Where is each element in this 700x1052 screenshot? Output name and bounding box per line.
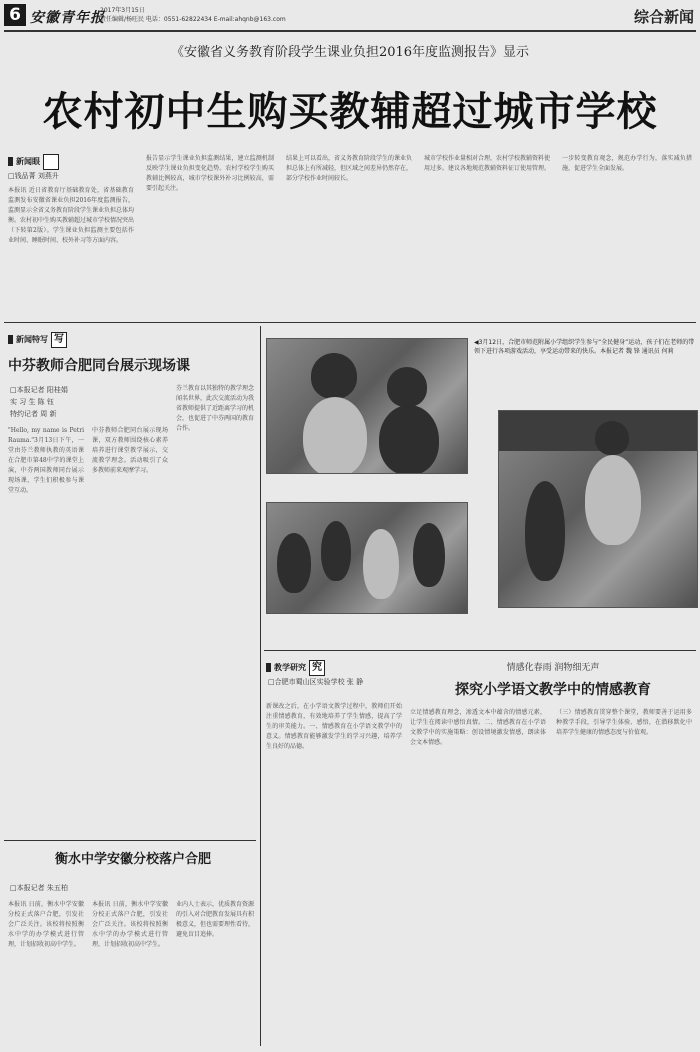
tag-label: 新闻眼: [16, 157, 40, 166]
photo-figure: [595, 421, 629, 455]
tag-box: 写: [51, 332, 67, 348]
lead-byline: □钱品菁 刘燕升: [8, 172, 59, 180]
story2-col-1: "Hello, my name is Petri Rauma."3月13日下午，一堂由芬兰教师执教的英语课在合肥市第48中学的课堂上演，中芬两国教师同台展示现场课，学生们积极参与课堂互动。: [8, 427, 84, 494]
story3-headline: 衡水中学安徽分校落户合肥: [54, 852, 211, 867]
lead-tag: [8, 154, 59, 169]
photo-figure: [387, 367, 427, 407]
photo-group-game: [266, 502, 468, 614]
tag-label: 新闻特写: [16, 335, 48, 344]
story2-byline-2: 实 习 生 陈 钰: [10, 398, 54, 406]
story4-headline: 探究小学语文教学中的情感教育: [455, 682, 651, 698]
lead-kicker: 《安徽省义务教育阶段学生课业负担2016年度监测报告》显示: [170, 45, 530, 60]
photo-teacher-student: [266, 338, 468, 474]
photo-girl-running: [498, 410, 698, 608]
lead-col-3: 结果上可以看出，省义务教育阶段学生的课业负担总体上有所减轻，但区域之间差异仍然存在，部分学校作业时间较长。: [286, 155, 412, 182]
lead-col-4: 城市学校作业量相对合理，农村学校教辅资料使用过多。建议各地规范教辅资料征订使用管理。: [424, 155, 550, 172]
column-rule: [260, 326, 261, 1046]
section-rule: [4, 322, 696, 323]
photo-figure: [525, 481, 565, 581]
photo-figure: [277, 533, 311, 593]
story-divider: [264, 650, 696, 651]
photo-figure: [363, 529, 399, 599]
story4-col-2: 立足情感教育理念，渗透文本中蕴含的情感元素，让学生在阅读中感悟真情。二、情感教育在小学语文教学中的实施策略：创设情境激发情感，朗读体会文本情感。: [410, 709, 546, 746]
page-number: 6: [4, 4, 26, 26]
lead-col-2: 报告显示学生课业负担监测结果，建立监测机制反映学生课业负担变化趋势。农村学校学生购买教辅比例较高，城市学校课外补习比例较高，需要引起关注。: [146, 155, 274, 192]
story3-col-3: 业内人士表示，优质教育资源的引入对合肥教育发展具有积极意义，但也需要理性看待，避免盲目追捧。: [176, 901, 254, 938]
story2-col-3: 芬兰教育以其独特的教学理念闻名世界，此次交流活动为我省教师提供了近距离学习的机会，也促进了中芬两国的教育合作。: [176, 385, 254, 432]
story2-tag: [8, 332, 67, 347]
story3-byline: □本报记者 朱五柏: [10, 884, 68, 892]
story3-col-1: 本报讯 日前，衡水中学安徽分校正式落户合肥，引发社会广泛关注。该校将按照衡水中学的办学模式进行管理，计划招收初高中学生。: [8, 901, 84, 948]
story4-col-3: （三）情感教育贯穿整个课堂，教师要善于运用多种教学手段，引导学生体验、感悟，在潜移默化中培养学生健康的情感态度与价值观。: [556, 709, 692, 736]
story-divider: [4, 840, 256, 841]
story2-headline: 中芬教师合肥同台展示现场课: [8, 358, 190, 374]
photo-figure: [413, 523, 445, 587]
photo-figure: [585, 455, 641, 545]
tag-marker: [8, 157, 13, 166]
photo-figure: [303, 397, 367, 474]
editor-line: 责任编辑/杨旺民 电话：0551-62822434 E-mail:ahqnb@163.com: [100, 16, 286, 23]
lead-headline: 农村初中生购买教辅超过城市学校: [42, 88, 658, 135]
story4-byline: □合肥市蜀山区实验学校 张 静: [268, 678, 364, 686]
photo-caption: ◀3月12日，合肥市师范附属小学组织学生参与“全民健身”运动，孩子们在老师的带领下进行各项游戏活动，享受运动带来的快乐。本报记者 魏 锋 通讯员 何莉: [474, 339, 695, 355]
tag-box: [43, 154, 59, 170]
lead-col-5: 一步转变教育观念，规范办学行为，落实减负措施，促进学生全面发展。: [562, 155, 692, 172]
story2-byline-3: 特约记者 周 新: [10, 410, 57, 418]
story2-byline-1: □本报记者 阳桂娟: [10, 386, 68, 394]
story4-col-1: 新课改之后，在小学语文教学过程中，教师们开始注重情感教育，有效地培养了学生情感，提高了学生的审美能力。一、情感教育在小学语文教学中的意义。情感教育能够激发学生的学习兴趣，培养学生良好的品德。: [266, 703, 402, 750]
header-rule: [4, 30, 696, 32]
section-name: 综合新闻: [633, 8, 694, 26]
tag-label: 教学研究: [274, 663, 306, 672]
lead-col-1: 本报讯 近日省教育厅基础教育处，省基础教育监测发布安徽省课业负担2016年度监测报告，监测显示全省义务教育阶段学生课业负担总体均衡。农村初中生购买教辅超过城市学校情况突出（下转第2版）。学生课业负担监测主要包括作业时间、睡眠时间、校外补习等方面内容。: [8, 187, 134, 244]
photo-figure: [379, 405, 439, 474]
tag-box: 究: [309, 660, 325, 676]
story4-kicker: 情感化春雨 润物细无声: [506, 663, 600, 673]
photo-figure: [321, 521, 351, 581]
newspaper-name: 安徽青年报: [30, 10, 105, 26]
tag-marker: [266, 663, 271, 672]
photo-figure: [311, 353, 357, 399]
story2-col-2: 中芬教师合肥同台展示现场课，双方教师围绕核心素养培养进行课堂教学展示，交流教学理念。活动吸引了众多教师前来观摩学习。: [92, 427, 168, 474]
date-line: 2017年3月15日: [100, 7, 145, 14]
story4-tag: [266, 660, 325, 675]
story3-col-2: 本报讯 日前，衡水中学安徽分校正式落户合肥，引发社会广泛关注。该校将按照衡水中学的办学模式进行管理，计划招收初高中学生。: [92, 901, 168, 948]
tag-marker: [8, 335, 13, 344]
